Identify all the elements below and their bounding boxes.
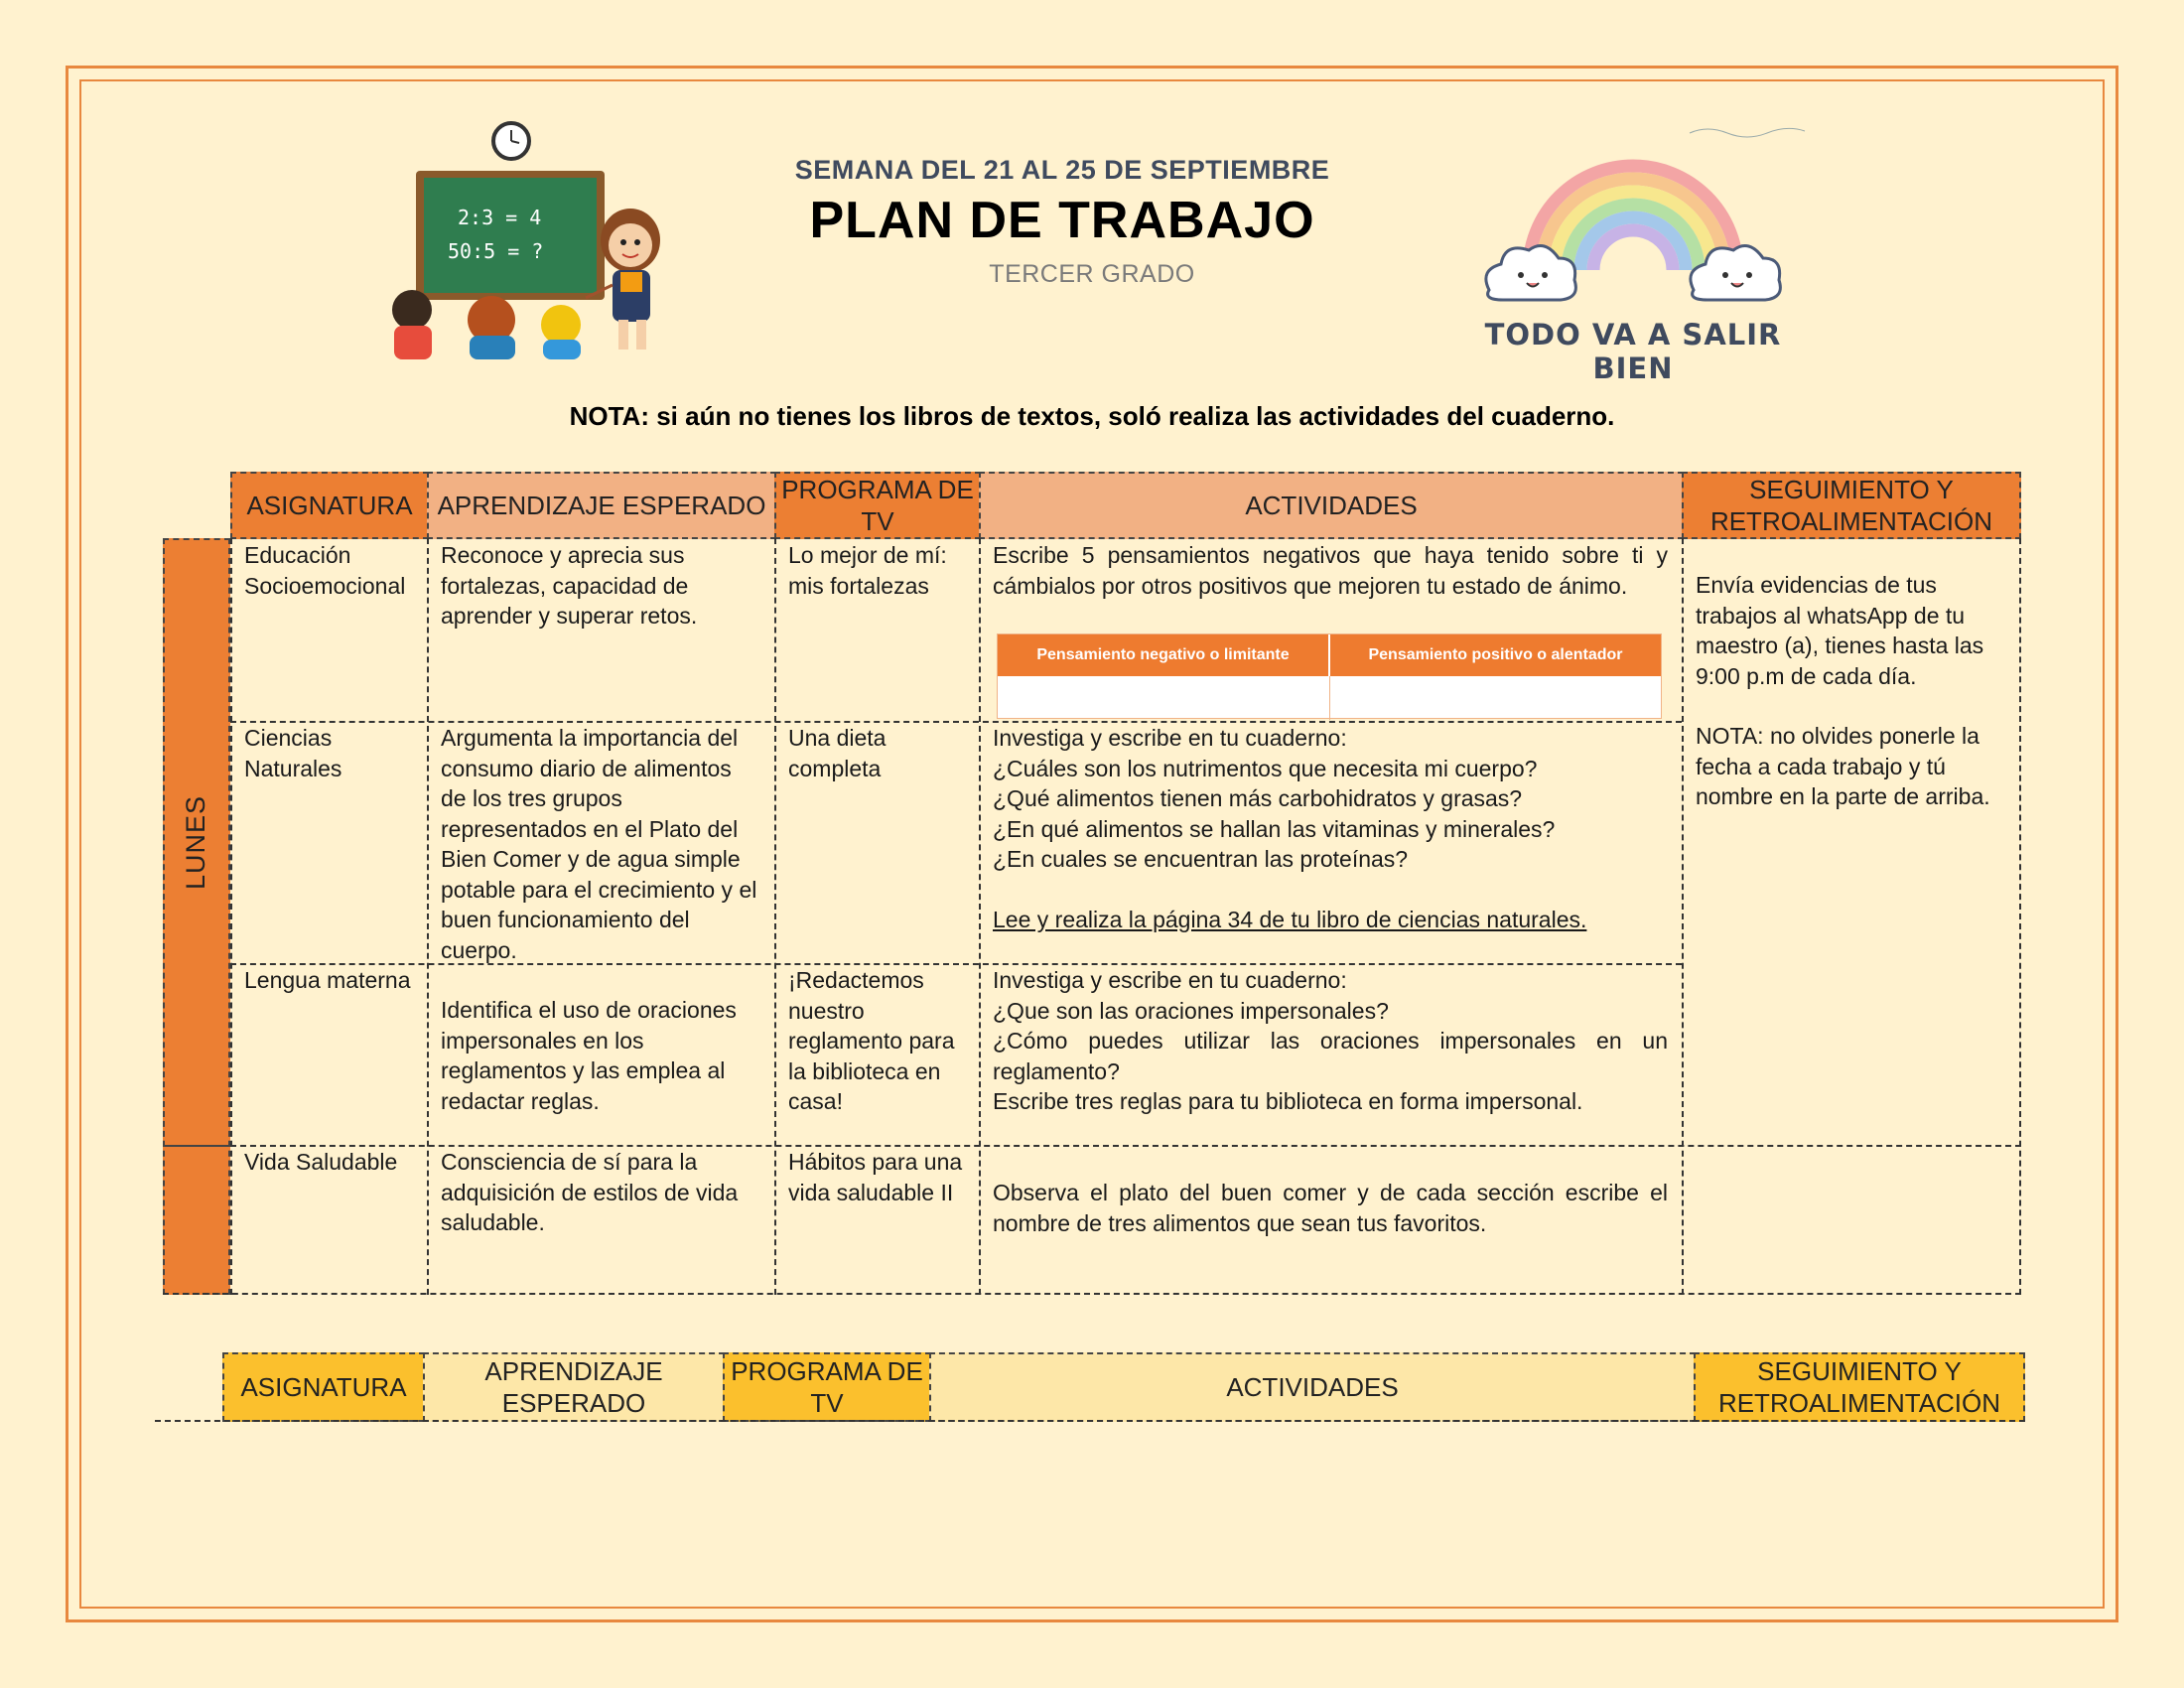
followup-text [1682, 570, 2019, 812]
row2-question: ¿Qué alimentos tienen más carbohidratos y grasas? [993, 785, 1523, 811]
row3-learning: Identifica el uso de oraciones impersonales en los reglamentos y las emplea al redactar reglas. [441, 997, 737, 1114]
row3-program: ¡Redactemos nuestro reglamento para la biblioteca en casa! [788, 967, 955, 1114]
svg-text:50:5 = ?: 50:5 = ? [448, 239, 544, 263]
row3-question: Escribe tres reglas para tu biblioteca en forma impersonal. [993, 1088, 1583, 1114]
t2-bottom-line [155, 1420, 2025, 1422]
header-activities: ACTIVIDADES [979, 472, 1684, 539]
row3-question: ¿Cómo puedes utilizar las oraciones impersonales en un reglamento? [993, 1028, 1668, 1084]
header-program: PROGRAMA DE TV [774, 472, 981, 539]
row2-question: ¿Cuáles son los nutrimentos que necesita mi cuerpo? [993, 755, 1538, 781]
day-divider [163, 1145, 230, 1147]
grid-line [2019, 538, 2021, 1295]
row3-question: ¿Que son las oraciones impersonales? [993, 997, 1389, 1024]
row4-learning: Consciencia de sí para la adquisición de estilos de vida saludable. [441, 1149, 739, 1235]
row3-activities [979, 965, 1682, 1117]
row4-subject: Vida Saludable [244, 1149, 398, 1175]
row2-question: ¿En qué alimentos se hallan las vitaminas y minerales? [993, 815, 1556, 842]
row3-subject: Lengua materna [244, 967, 411, 993]
thoughts-table [997, 633, 1662, 719]
t2-header-learning: APRENDIZAJE ESPERADO [423, 1352, 725, 1422]
row2-learning: Argumenta la importancia del consumo diario de alimentos de los tres grupos representados en el Plato del Bien Comer y de agua simple potable para el crecimiento y el buen funcionamiento del cuerpo. [441, 725, 757, 963]
teacher-blackboard-illustration [382, 121, 670, 359]
row2-activities-intro: Investiga y escribe en tu cuaderno: [993, 725, 1347, 751]
followup-note: NOTA: no olvides ponerle la fecha a cada trabajo y tú nombre en la parte de arriba. [1696, 723, 1990, 809]
note-text: NOTA: si aún no tienes los libros de textos, soló realiza las actividades del cuaderno. [569, 401, 1615, 431]
plan-title: PLAN DE TRABAJO [809, 192, 1315, 249]
row2-subject: Ciencias Naturales [244, 725, 342, 781]
row3-activities-intro: Investiga y escribe en tu cuaderno: [993, 967, 1347, 993]
motto-text: TODO VA A SALIR BIEN [1484, 318, 1782, 385]
row2-activities [979, 723, 1682, 934]
header-learning: APRENDIZAJE ESPERADO [427, 472, 776, 539]
week-title: SEMANA DEL 21 AL 25 DE SEPTIEMBRE [794, 155, 1330, 185]
row1-subject: Educación Socioemocional [244, 542, 406, 599]
t2-header-activities: ACTIVIDADES [929, 1352, 1696, 1422]
signature-mark [1688, 123, 1807, 141]
svg-text:2:3 = 4: 2:3 = 4 [458, 206, 542, 229]
followup-evidence: Envía evidencias de tus trabajos al whatsApp de tu maestro (a), tienes hasta las 9:00 p.m de cada día. [1696, 572, 1984, 689]
t2-header-program: PROGRAMA DE TV [723, 1352, 931, 1422]
header-followup: SEGUIMIENTO Y RETROALIMENTACIÓN [1682, 472, 2021, 539]
t2-header-followup: SEGUIMIENTO Y RETROALIMENTACIÓN [1694, 1352, 2025, 1422]
row1-learning: Reconoce y aprecia sus fortalezas, capacidad de aprender y superar retos. [441, 542, 698, 629]
grid-line [230, 538, 232, 1295]
day-label: LUNES [181, 794, 211, 890]
grid-line [163, 1293, 2021, 1295]
row2-program: Una dieta completa [788, 725, 887, 781]
row1-program: Lo mejor de mí: mis fortalezas [788, 542, 947, 599]
grade-title: TERCER GRADO [989, 260, 1195, 288]
blackboard [424, 178, 597, 293]
row4-activities: Observa el plato del buen comer y de cada sección escribe el nombre de tres alimentos que sean tus favoritos. [993, 1180, 1668, 1236]
row4-program: Hábitos para una vida saludable II [788, 1149, 963, 1205]
thoughts-positive-header: Pensamiento positivo o alentador [1368, 646, 1623, 663]
row2-question: ¿En cuales se encuentran las proteínas? [993, 846, 1409, 872]
header-subject: ASIGNATURA [230, 472, 429, 539]
row1-activities: Escribe 5 pensamientos negativos que haya tenido sobre ti y cámbialos por otros positivos que mejoren tu estado de ánimo. [993, 542, 1668, 599]
thoughts-negative-header: Pensamiento negativo o limitante [998, 634, 1330, 676]
row2-book-instruction: Lee y realiza la página 34 de tu libro de ciencias naturales. [993, 906, 1587, 932]
t2-header-subject: ASIGNATURA [222, 1352, 425, 1422]
